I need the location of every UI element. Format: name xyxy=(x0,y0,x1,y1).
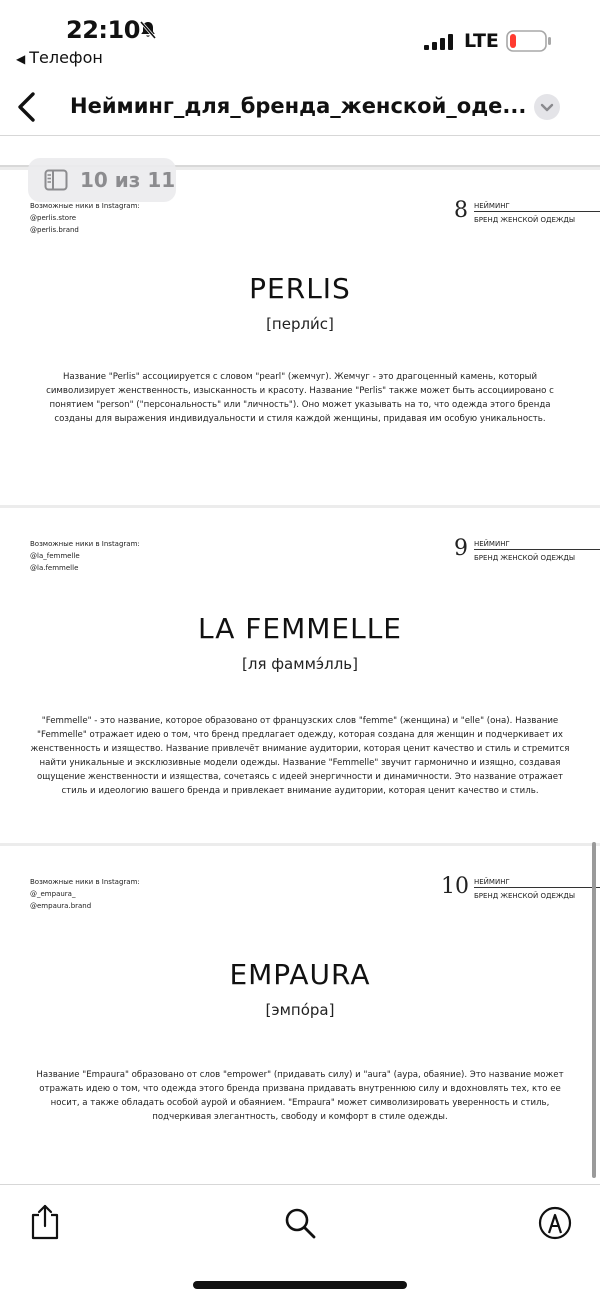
search-icon[interactable] xyxy=(284,1207,316,1239)
nick-item: @perlis.store xyxy=(30,214,77,222)
bell-slash-icon xyxy=(138,20,158,40)
slide-number: 10 xyxy=(441,874,469,899)
chevron-down-icon xyxy=(534,94,560,120)
status-bar xyxy=(0,0,600,80)
nick-item: @la_femmelle xyxy=(30,552,80,560)
chevron-left-icon[interactable] xyxy=(14,90,40,124)
nicks-title: Возможные ники в Instagram: xyxy=(30,202,140,210)
status-time: 22:10 xyxy=(66,16,140,44)
brand-name: LA FEMMELLE xyxy=(198,612,402,645)
tag-divider xyxy=(474,549,600,550)
page-slide-10 xyxy=(0,846,600,1184)
tag-line-2: БРЕНД ЖЕНСКОЙ ОДЕЖДЫ xyxy=(474,554,576,562)
scrollbar[interactable] xyxy=(592,842,596,1178)
tag-line-1: НЕЙМИНГ xyxy=(474,202,510,210)
nick-item: @empaura.brand xyxy=(30,902,92,910)
tag-line-1: НЕЙМИНГ xyxy=(474,878,510,886)
back-app-label: Телефон xyxy=(29,48,103,67)
tag-line-2: БРЕНД ЖЕНСКОЙ ОДЕЖДЫ xyxy=(474,892,576,900)
brand-pronunciation: [перли́с] xyxy=(266,315,334,333)
brand-description: "Femmelle" - это название, которое образовано от французских слов "femme" (женщина) и "elle" (она). Название "Femmelle" отражает идею о том, что бренд предлагает одежду, которая создана для женщин и подчеркивает их женственность и изящество. Название привлечёт внимание аудитории, которая ценит качество и стиль и стремится найти уникальные и эксклюзивные модели одежды. Название "Femmelle" звучит гармонично и изящно, создавая ощущение женственности и изящества, сочетаясь с идеей энергичности и динамичности. Это название отражает стиль и идеологию вашего бренда и привлекает внимание аудитории, которая ценит качество и стиль. xyxy=(30,716,570,796)
slide-number: 8 xyxy=(454,198,468,223)
slide-tag xyxy=(474,876,575,902)
brand-pronunciation: [эмпо́ра] xyxy=(265,1001,335,1019)
brand-name: EMPAURA xyxy=(229,958,371,991)
document-title[interactable]: Нейминг_для_бренда_женской_оде... xyxy=(70,94,527,118)
share-icon[interactable] xyxy=(30,1203,60,1241)
nick-item: @la.femmelle xyxy=(30,564,79,572)
signal-icon xyxy=(424,34,454,50)
page-slide-8 xyxy=(0,170,600,505)
page-indicator-label: 10 из 11 xyxy=(80,168,176,192)
slide-tag xyxy=(474,200,575,226)
nick-item: @_empaura_ xyxy=(30,890,76,898)
bottom-toolbar xyxy=(0,1184,600,1300)
instagram-nicks xyxy=(30,538,140,574)
tag-line-2: БРЕНД ЖЕНСКОЙ ОДЕЖДЫ xyxy=(474,216,576,224)
home-indicator[interactable] xyxy=(193,1281,407,1289)
sidebar-icon xyxy=(44,169,68,191)
tag-divider xyxy=(474,887,600,888)
brand-pronunciation: [ля фаммэ́лль] xyxy=(242,655,358,673)
page-slide-9 xyxy=(0,508,600,843)
nicks-title: Возможные ники в Instagram: xyxy=(30,540,140,548)
back-triangle-icon: ◀ xyxy=(16,52,26,66)
brand-description: Название "Perlis" ассоциируется с словом "pearl" (жемчуг). Жемчуг - это драгоценный камень, который символизирует женственность, изысканность и красоту. Название "Perlis" также может быть ассоциировано с понятием "person" ("персональность" или "личность"). Оно может указывать на то, что одежда этого бренда созданы для выражения индивидуальности и стиля каждой женщины, придавая им особую уникальность. xyxy=(46,372,554,424)
slide-tag xyxy=(474,538,575,564)
instagram-nicks xyxy=(30,200,140,236)
slide-number: 9 xyxy=(454,536,468,561)
document-viewer[interactable] xyxy=(0,137,600,1184)
page-indicator[interactable] xyxy=(28,158,176,202)
nick-item: @perlis.brand xyxy=(30,226,79,234)
tag-divider xyxy=(474,211,600,212)
instagram-nicks xyxy=(30,876,140,912)
navigation-bar xyxy=(0,80,600,136)
nicks-title: Возможные ники в Instagram: xyxy=(30,878,140,886)
tag-line-1: НЕЙМИНГ xyxy=(474,540,510,548)
battery-low-icon xyxy=(506,30,552,52)
carrier-label: LTE xyxy=(464,30,499,52)
brand-name: PERLIS xyxy=(249,272,351,305)
brand-description: Название "Empaura" образовано от слов "empower" (придавать силу) и "aura" (аура, обаяние). Это название может отражать идею о том, что одежда этого бренда призвана придавать внутреннюю силу и вдохновлять тех, кто ее носит, а также обладать особой аурой и обаянием. "Empaura" может символизировать уверенность и стиль, подчеркивая элегантность, свободу и комфорт в стиле одежды. xyxy=(36,1070,564,1122)
title-menu-button[interactable] xyxy=(534,94,560,120)
markup-icon[interactable] xyxy=(538,1206,572,1240)
back-to-app-link[interactable] xyxy=(16,48,103,67)
